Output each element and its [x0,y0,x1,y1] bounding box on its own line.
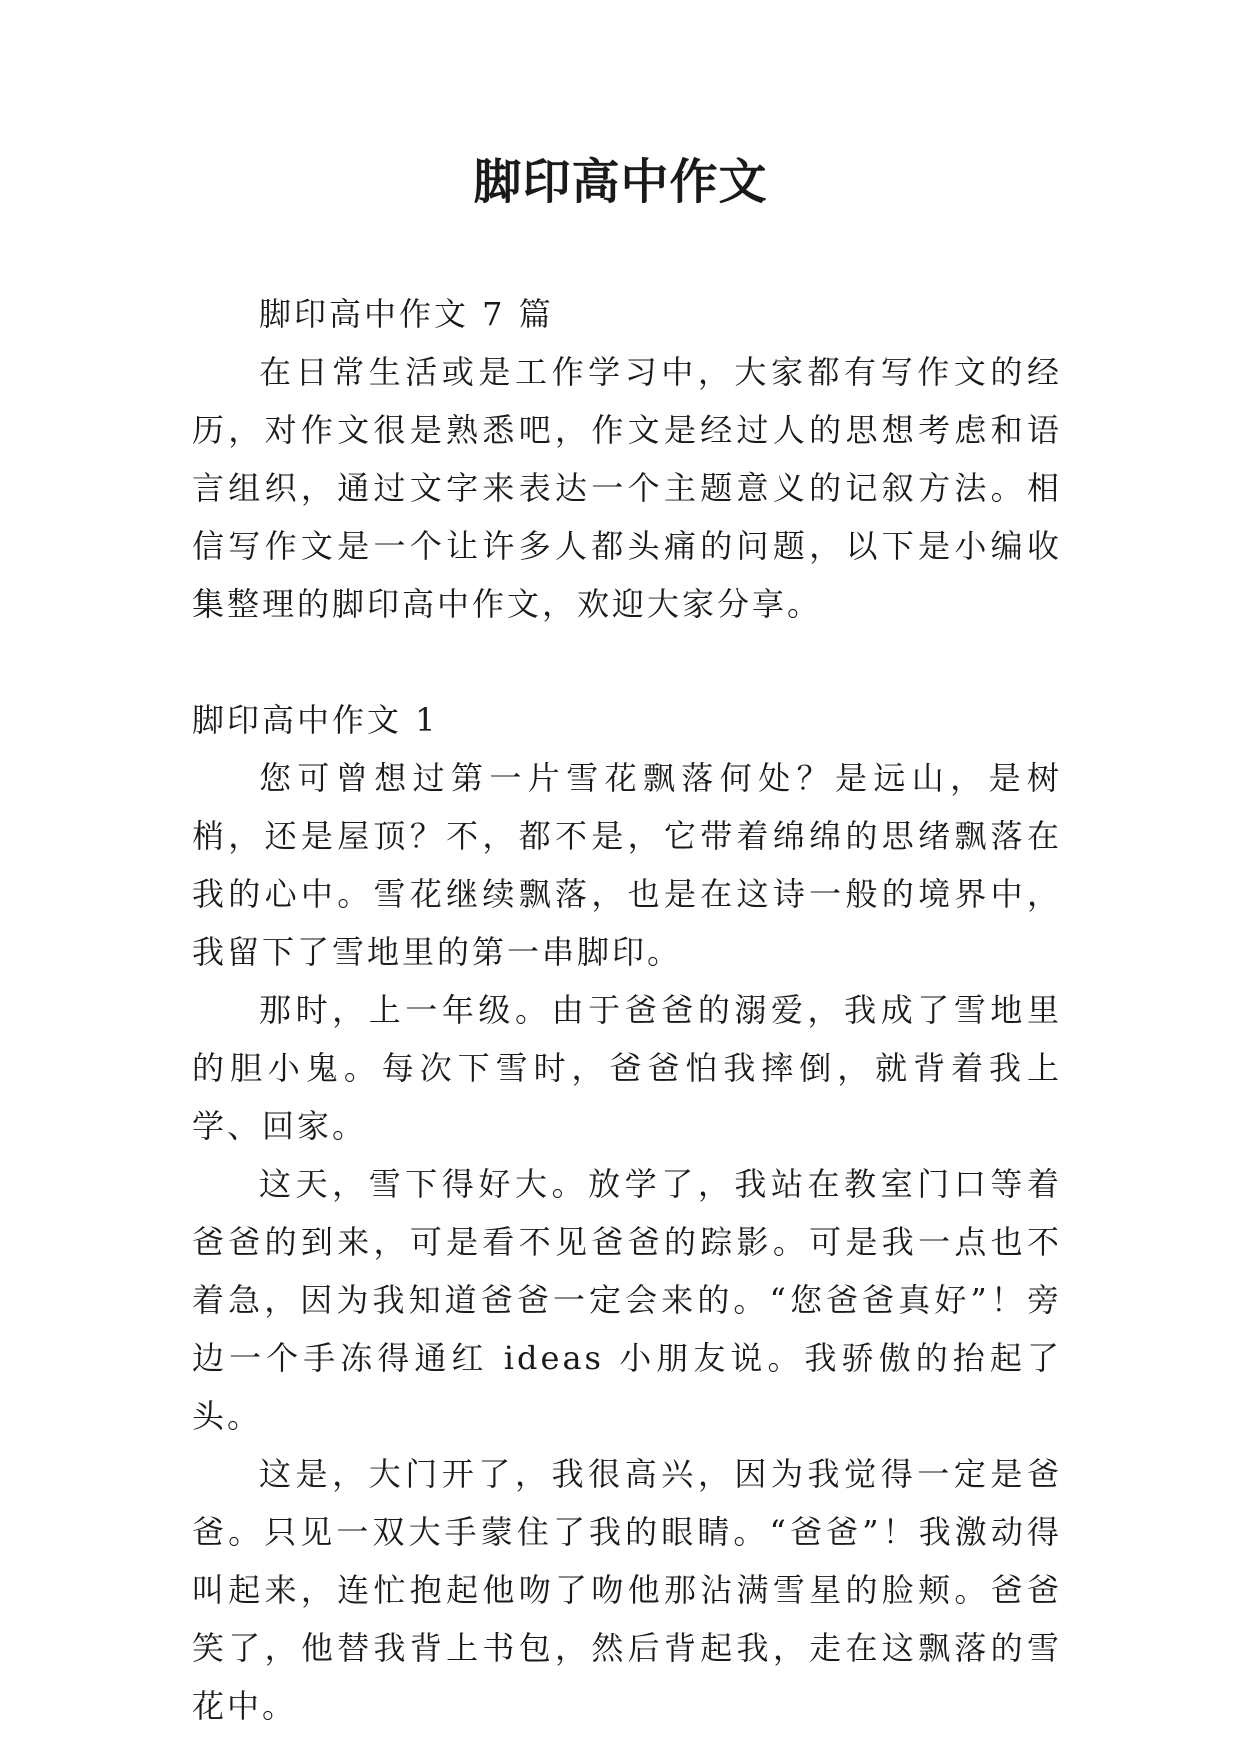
document-title: 脚印高中作文 [473,154,768,210]
intro-paragraph: 在日常生活或是工作学习中，大家都有写作文的经历，对作文很是熟悉吧，作文是经过人的思想考虑和语言组织，通过文字来表达一个主题意义的记叙方法。相信写作文是一个让许多人都头痛的问题，以下是小编收集整理的脚印高中作文，欢迎大家分享。 [192,353,1062,623]
body-paragraph: 这是，大门开了，我很高兴，因为我觉得一定是爸爸。只见一双大手蒙住了我的眼睛。“爸爸”！我激动得叫起来，连忙抱起他吻了吻他那沾满雪星的脸颊。爸爸笑了，他替我背上书包，然后背起我，走在这飘落的雪花中。 [192,1455,1062,1725]
body-paragraph: 那时，上一年级。由于爸爸的溺爱，我成了雪地里的胆小鬼。每次下雪时，爸爸怕我摔倒，就背着我上学、回家。 [192,991,1062,1145]
document-subtitle: 脚印高中作文 7 篇 [259,295,554,333]
document-body [192,285,1062,1735]
body-paragraph: 您可曾想过第一片雪花飘落何处？是远山，是树梢，还是屋顶？不，都不是，它带着绵绵的思绪飘落在我的心中。雪花继续飘落，也是在这诗一般的境界中，我留下了雪地里的第一串脚印。 [192,759,1062,971]
section-spacer [192,633,1062,691]
body-paragraph: 这天，雪下得好大。放学了，我站在教室门口等着爸爸的到来，可是看不见爸爸的踪影。可是我一点也不着急，因为我知道爸爸一定会来的。“您爸爸真好”！旁边一个手冻得通红 ideas 小朋友说。我骄傲的抬起了头。 [192,1165,1062,1435]
section-heading: 脚印高中作文 1 [192,701,439,739]
